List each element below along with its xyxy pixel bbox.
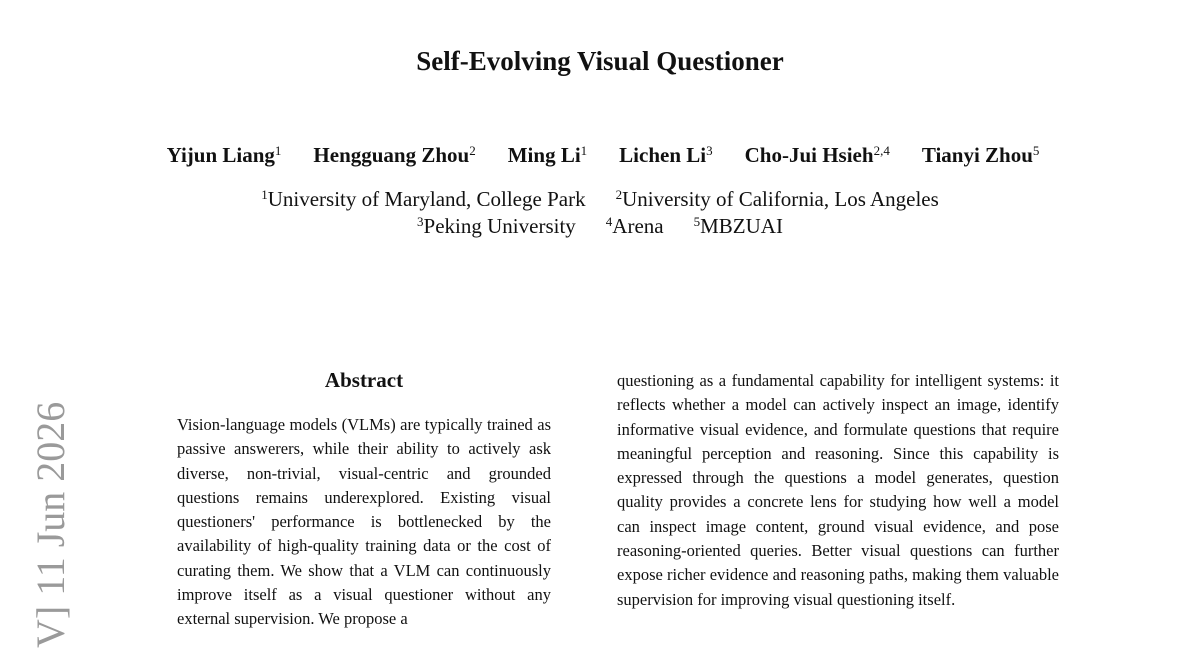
affiliation xyxy=(616,186,939,213)
author-affiliation-marker: 1 xyxy=(580,143,588,158)
affiliation-name: Arena xyxy=(612,214,664,238)
affiliation-marker: 5 xyxy=(693,214,701,229)
author-list xyxy=(0,143,1200,168)
arxiv-stamp: V] 11 Jun 2026 xyxy=(28,401,73,648)
author-name: Tianyi Zhou xyxy=(921,143,1033,167)
author-affiliation-marker: 5 xyxy=(1032,143,1040,158)
author-name: Yijun Liang xyxy=(166,143,275,167)
author-affiliation-marker: 2,4 xyxy=(873,143,890,158)
author xyxy=(313,143,475,168)
author xyxy=(619,143,712,168)
author xyxy=(508,143,587,168)
affiliation-marker: 1 xyxy=(261,187,268,202)
affiliation xyxy=(261,186,585,213)
paper-title: Self-Evolving Visual Questioner xyxy=(416,46,784,76)
author-name: Hengguang Zhou xyxy=(313,143,470,167)
affiliation-name: University of Maryland, College Park xyxy=(267,187,586,211)
affiliation-marker: 2 xyxy=(615,187,623,202)
affiliation xyxy=(694,213,783,240)
affiliation-line xyxy=(0,186,1200,213)
author-affiliation-marker: 1 xyxy=(274,143,282,158)
affiliation-name: MBZUAI xyxy=(700,214,783,238)
author-affiliation-marker: 2 xyxy=(469,143,476,158)
affiliation-marker: 3 xyxy=(417,214,424,229)
affiliation-name: Peking University xyxy=(423,214,576,238)
author xyxy=(167,143,282,168)
affiliation xyxy=(417,213,576,240)
affiliation-list xyxy=(0,186,1200,240)
author-name: Cho-Jui Hsieh xyxy=(744,143,874,167)
body-text: questioning as a fundamental capability for intelligent systems: it reflects whether a model can actively inspect an image, identify informative visual evidence, and formulate questions that require meaningful perception and reasoning. Since this capability is expressed through the questions a model generates, question quality provides a concrete lens for studying how well a model can inspect image content, ground visual evidence, and pose reasoning-oriented queries. Better visual questions can further expose richer evidence and reasoning paths, making them valuable supervision for improving visual questioning itself. xyxy=(617,371,1059,609)
affiliation-name: University of California, Los Angeles xyxy=(622,187,939,211)
abstract-text: Vision-language models (VLMs) are typically trained as passive answerers, while their ability to actively ask diverse, non-trivial, visual-centric and grounded questions remains underexplored. Existing visual questioners' performance is bottlenecked by the availability of high-quality training data or the cost of curating them. We show that a VLM can continuously improve itself as a visual questioner without any external supervision. We propose a xyxy=(177,415,551,629)
author-name: Lichen Li xyxy=(619,143,707,167)
abstract-heading: Abstract xyxy=(324,368,404,392)
affiliation xyxy=(606,213,664,240)
affiliation-marker: 4 xyxy=(605,214,613,229)
author-affiliation-marker: 3 xyxy=(706,143,713,158)
author xyxy=(745,143,890,168)
author-name: Ming Li xyxy=(507,143,581,167)
affiliation-line xyxy=(0,213,1200,240)
author xyxy=(922,143,1040,168)
